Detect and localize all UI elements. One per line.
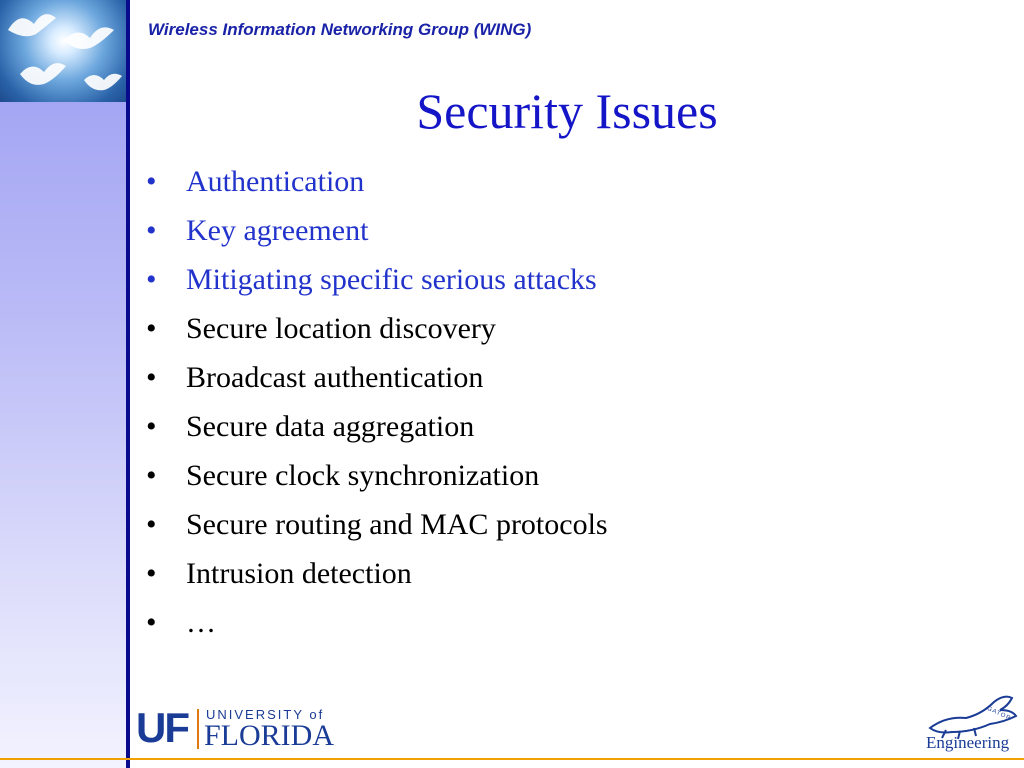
uf-logo-florida: FLORIDA <box>204 719 335 752</box>
bullet-dot: • <box>146 606 157 639</box>
uf-logo <box>136 705 356 751</box>
bullet-text: Key agreement <box>186 214 369 247</box>
bullet-text: Broadcast authentication <box>186 361 484 394</box>
bullet-dot: • <box>146 263 157 296</box>
doves-image <box>0 0 128 102</box>
engineering-label: Engineering <box>926 733 1010 752</box>
dove-icon <box>0 0 128 102</box>
bullet-text: Mitigating specific serious attacks <box>186 263 597 296</box>
uf-logo-divider <box>197 709 199 749</box>
uf-logo-letters: UF <box>136 704 188 751</box>
bullet-text: Secure location discovery <box>186 312 496 345</box>
gator-label: GATOR <box>985 705 1012 723</box>
bottom-divider <box>0 758 1024 760</box>
bullet-dot: • <box>146 557 157 590</box>
uf-logo-university: UNIVERSITY of <box>206 707 325 722</box>
bullet-dot: • <box>146 459 157 492</box>
bullet-text: … <box>186 606 216 639</box>
bullet-dot: • <box>146 410 157 443</box>
bullet-text: Secure data aggregation <box>186 410 475 443</box>
bullet-text: Authentication <box>186 165 365 198</box>
bullet-dot: • <box>146 214 157 247</box>
bullet-dot: • <box>146 165 157 198</box>
bullet-text: Secure routing and MAC protocols <box>186 508 608 541</box>
bullet-text: Intrusion detection <box>186 557 412 590</box>
sidebar-gradient <box>0 0 128 768</box>
header-title: Wireless Information Networking Group (WING) <box>148 20 532 39</box>
slide-title: Security Issues <box>416 83 718 139</box>
bullet-text: Secure clock synchronization <box>186 459 540 492</box>
bullet-dot: • <box>146 312 157 345</box>
bullet-dot: • <box>146 361 157 394</box>
bullet-dot: • <box>146 508 157 541</box>
